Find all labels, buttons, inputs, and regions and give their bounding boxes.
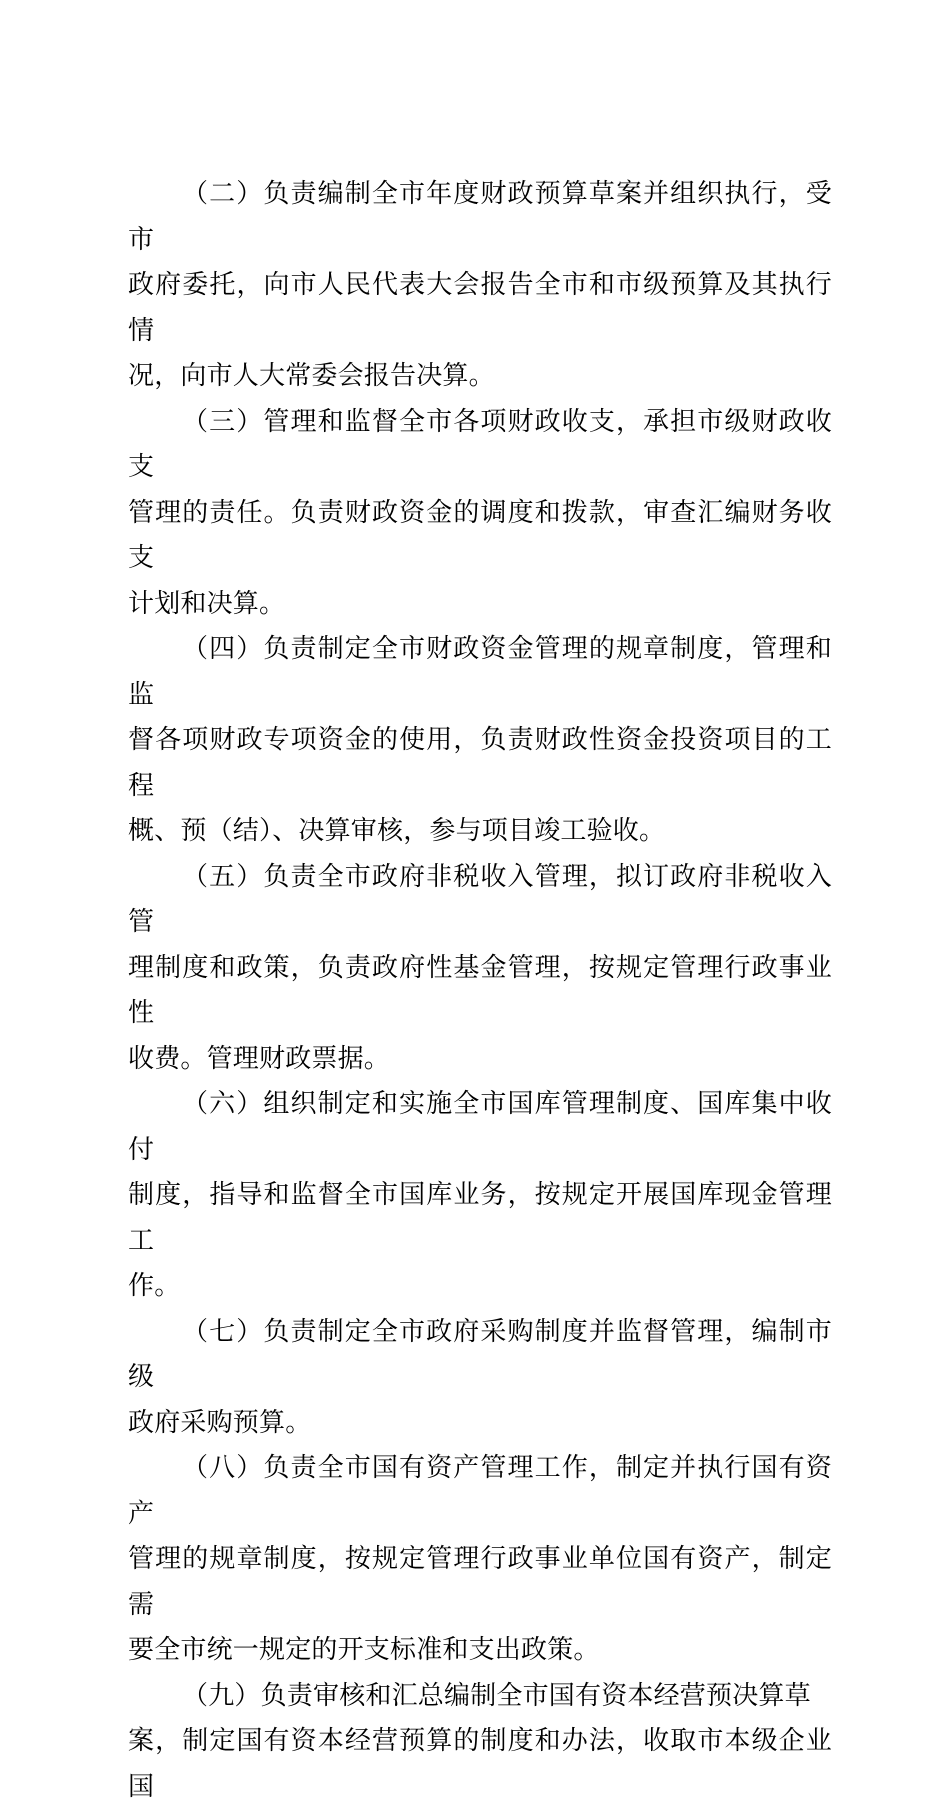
paragraph-item-3: （三）管理和监督全市各项财政收支，承担市级财政收支 管理的责任。负责财政资金的调度和拨款，审查汇编财务收支 计划和决算。 bbox=[128, 400, 832, 628]
paragraph-item-8: （八）负责全市国有资产管理工作，制定并执行国有资产 管理的规章制度，按规定管理行政事业单位国有资产，制定需 要全市统一规定的开支标准和支出政策。 bbox=[128, 1446, 832, 1674]
document-page bbox=[128, 172, 832, 1810]
paragraph-item-5: （五）负责全市政府非税收入管理，拟订政府非税收入管 理制度和政策，负责政府性基金管理，按规定管理行政事业性 收费。管理财政票据。 bbox=[128, 855, 832, 1083]
paragraph-item-7: （七）负责制定全市政府采购制度并监督管理，编制市级 政府采购预算。 bbox=[128, 1310, 832, 1447]
paragraph-item-9: （九）负责审核和汇总编制全市国有资本经营预决算草 案，制定国有资本经营预算的制度和办法，收取市本级企业国 bbox=[128, 1674, 832, 1810]
paragraph-item-4: （四）负责制定全市财政资金管理的规章制度，管理和监 督各项财政专项资金的使用，负责财政性资金投资项目的工程 概、预（结）、决算审核，参与项目竣工验收。 bbox=[128, 627, 832, 855]
paragraph-item-2: （二）负责编制全市年度财政预算草案并组织执行，受市 政府委托，向市人民代表大会报告全市和市级预算及其执行情 况，向市人大常委会报告决算。 bbox=[128, 172, 832, 400]
paragraph-item-6: （六）组织制定和实施全市国库管理制度、国库集中收付 制度，指导和监督全市国库业务，按规定开展国库现金管理工 作。 bbox=[128, 1082, 832, 1310]
